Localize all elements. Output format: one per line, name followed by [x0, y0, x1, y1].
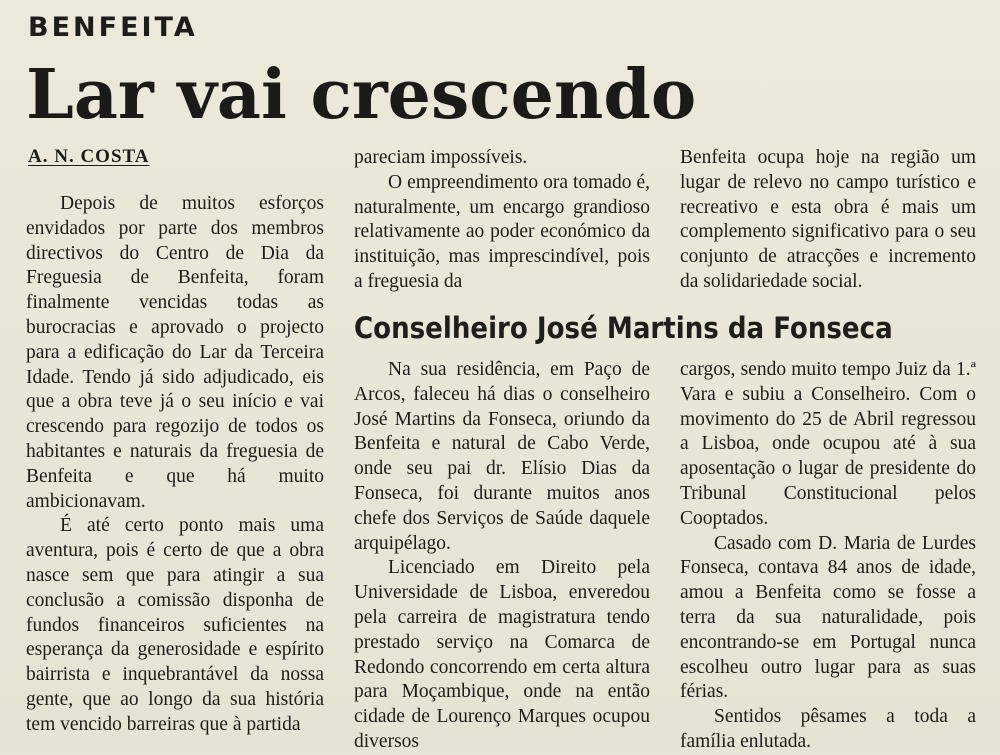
article2-paragraph-1: Na sua residência, em Paço de Arcos, faleceu há dias o conselheiro José Martins da Fonseca, oriundo da Benfeita e natural de Cabo Verde, onde seu pai dr. Elísio Dias da Fonseca, foi durante muitos anos chefe dos Serviços de Saúde daquele arquipélago.: [354, 359, 650, 554]
article1-paragraph-1: Depois de muitos esforços envidados por parte dos membros directivos do Centro de Dia da Freguesia de Benfeita, foram finalmente vencidas todas as burocracias e aprovado o projecto para a edificação do Lar da Terceira Idade. Tendo já sido adjudicado, eis que a obra teve já o seu início e vai crescendo para regozijo de todos os habitantes e naturais da freguesia de Benfeita e que há muito ambicionavam.: [26, 193, 324, 512]
section-label: BENFEITA: [28, 12, 198, 43]
article2-column-1: [354, 358, 650, 755]
headline: Lar vai crescendo: [26, 55, 697, 135]
article1-paragraph-2: É até certo ponto mais uma aventura, pois é certo de que a obra nasce sem que para atingir a sua conclusão a comissão disponha de fundos financeiros suficientes na esperança da generosidade e espírito bairrista e inquebrantável da nossa gente, que ao longo da sua história tem vencido barreiras que à partida: [26, 515, 324, 735]
article1-column-2: [354, 146, 650, 295]
article2-paragraph-2: Licenciado em Direito pela Universidade de Lisboa, enveredou pela carreira de magistratura tendo prestado serviço na Comarca de Redondo concorrendo em certa altura para Moçambique, onde na então cidade de Lourenço Marques ocupou diversos: [354, 557, 650, 752]
byline: A. N. COSTA: [28, 146, 150, 167]
article2-col3-continuation: cargos, sendo muito tempo Juiz da 1.ª Vara e subiu a Conselheiro. Com o movimento do 25 de Abril regressou a Lisboa, onde ocupou até à sua aposentação o lugar de presidente do Tribunal Constitucional pelos Cooptados.: [680, 359, 976, 529]
article1-col2-continuation: pareciam impossíveis.: [354, 147, 528, 168]
article1-column-3: [680, 146, 976, 295]
article2-column-2: [680, 358, 976, 755]
article2-paragraph-4: Sentidos pêsames a toda a família enlutada.: [680, 706, 976, 752]
article1-paragraph-3: O empreendimento ora tomado é, naturalmente, um encargo grandioso relativamente ao poder económico da instituição, mas imprescindível, pois a freguesia da: [354, 171, 650, 292]
article1-col3-continuation: Benfeita ocupa hoje na região um lugar de relevo no campo turístico e recreativo e esta obra é mais um complemento significativo para o seu conjunto de atracções e incremento da solidariedade social.: [680, 147, 976, 292]
article1-column-1: [26, 192, 324, 738]
article2-subheadline: Conselheiro José Martins da Fonseca: [354, 311, 893, 345]
article2-paragraph-3: Casado com D. Maria de Lurdes Fonseca, contava 84 anos de idade, amou a Benfeita como se fosse a terra da sua naturalidade, pois encontrando-se em Portugal nunca escolheu outro lugar para as suas férias.: [680, 532, 976, 703]
